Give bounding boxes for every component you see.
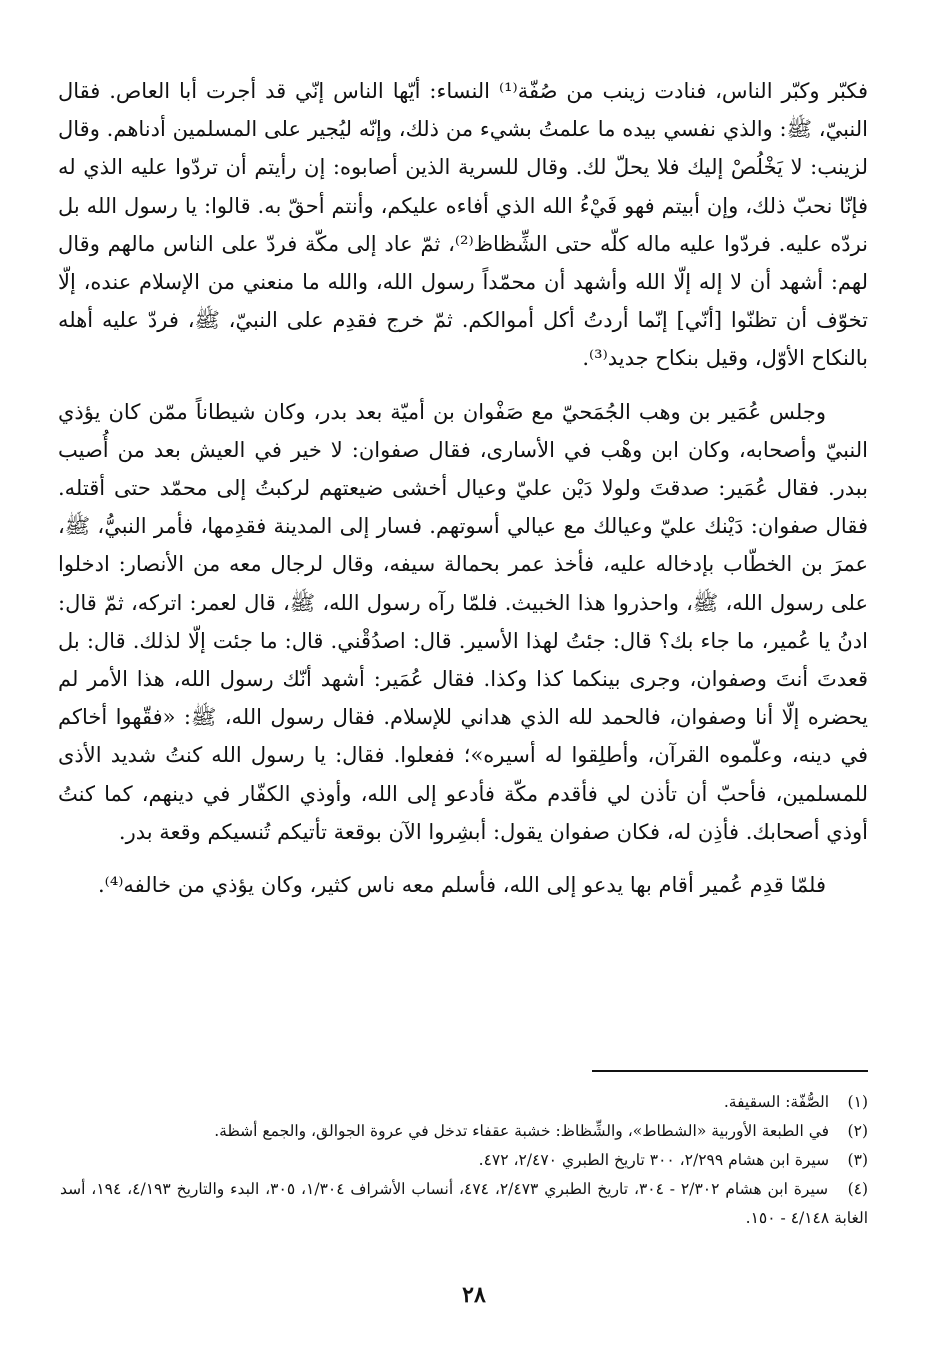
footnote-3	[60, 1146, 868, 1175]
paragraph-2: وجلس عُمَير بن وهب الجُمَحيّ مع صَفْوان بن أميّة بعد بدر، وكان شيطاناً ممّن كان يؤذي النبيّ وأصحابه، وكان ابن وهْب في الأسارى، فقال صفوان: لا خير في العيش بعد من أُصيب ببدر. فقال عُمَير: صدقتَ ولولا دَيْن عليّ وعيال أخشى ضيعتهم لركبتُ إلى محمّد حتى أقتله. فقال صفوان: دَيْنك عليّ وعيالك مع عيالي أسوتهم. فسار إلى المدينة فقدِمها، فأمر النبيُّ، ﷺ، عمرَ بن الخطّاب بإدخاله عليه، فأخذ عمر بحمالة سيفه، وقال لرجال معه من الأنصار: ادخلوا على رسول الله، ﷺ، واحذروا هذا الخبيث. فلمّا رآه رسول الله، ﷺ، قال لعمر: اتركه، ثمّ قال: ادنُ يا عُمير، ما جاء بك؟ قال: جئتُ لهذا الأسير. قال: اصدُقْني. قال: ما جئت إلّا لذلك. قال: بل قعدتَ أنتَ وصفوان، وجرى بينكما كذا وكذا. فقال عُمَير: أشهد أنّك رسول الله، هذا الأمر لم يحضره إلّا أنا وصفوان، فالحمد لله الذي هداني للإسلام. فقال رسول الله، ﷺ: «فقّهوا أخاكم في دينه، وعلّموه القرآن، وأطلِقوا له أسيره»؛ ففعلوا. فقال: يا رسول الله كنتُ شديد الأذى للمسلمين، فأحبّ أن تأذن لي فأقدم مكّة فأدعو إلى الله، وأوذي الكفّار في دينهم، كما كنتُ أوذي أصحابك. فأذِن له، فكان صفوان يقول: أبشِروا الآن بوقعة تأتيكم تُنسيكم وقعة بدر.	[58, 399, 868, 844]
paragraph-1: فكبّر وكبّر الناس، فنادت زينب من صُفّة⁽¹⁾ النساء: أيّها الناس إنّي قد أجرت أبا العاص. فقال النبيّ، ﷺ: والذي نفسي بيده ما علمتُ بشيء من ذلك، وإنّه ليُجير على المسلمين أدناهم. وقال لزينب: لا يَخْلُصْ إليك فلا يحلّ لك. وقال للسرية الذين أصابوه: إن رأيتم أن تردّوا عليه الذي له فإنّا نحبّ ذلك، وإن أبيتم فهو فَيْءُ الله الذي أفاءه عليكم، وأنتم أحقّ به. قالوا: يا رسول الله بل نردّه عليه. فردّوا عليه ماله كلّه حتى الشِّظاظ⁽²⁾، ثمّ عاد إلى مكّة فردّ على الناس مالهم وقال لهم: أشهد أن لا إله إلّا الله وأشهد أن محمّداً رسول الله، والله ما منعني من الإسلام عنده، إلّا تخوّف أن تظنّوا [أنّي] إنّما أردتُ أكل أموالكم. ثمّ خرج فقدِم على النبيّ، ﷺ، فردّ عليه أهله بالنكاح الأوّل، وقيل بنكاح جديد⁽³⁾.	[58, 79, 869, 371]
main-text	[58, 72, 868, 904]
footnote-number: (١)	[847, 1093, 868, 1111]
footnote-2	[60, 1117, 868, 1146]
footnote-text: الصُّفّة: السقيفة.	[723, 1093, 830, 1111]
footnote-number: (٤)	[847, 1180, 869, 1198]
footnotes	[60, 1088, 868, 1233]
footnote-text: سيرة ابن هشام ٢/٢٩٩، ٣٠٠ تاريخ الطبري ٢/٤٧٠، ٤٧٢.	[478, 1151, 830, 1169]
footnote-4	[60, 1175, 868, 1233]
footnote-text: في الطبعة الأوربية «الشطاط»، والشِّظاظ: خشبة عقفاء تدخل في عروة الجوالق، والجمع أشظة.	[214, 1122, 830, 1140]
footnote-number: (٢)	[847, 1122, 868, 1140]
footnote-divider	[592, 1070, 868, 1072]
footnote-number: (٣)	[847, 1151, 868, 1169]
footnote-1	[60, 1088, 868, 1117]
footnote-text: سيرة ابن هشام ٢/٣٠٢ - ٣٠٤، تاريخ الطبري ٢/٤٧٣، ٤٧٤، أنساب الأشراف ١/٣٠٤، ٣٠٥، البدء والتاريخ ٤/١٩٣، ١٩٤، أسد الغابة ٤/١٤٨ - ١٥٠.	[60, 1180, 868, 1227]
page-number: ٢٨	[462, 1282, 486, 1308]
paragraph-3: فلمّا قدِم عُمير أقام بها يدعو إلى الله، فأسلم معه ناس كثير، وكان يؤذي من خالفه⁽⁴⁾.	[98, 873, 826, 898]
